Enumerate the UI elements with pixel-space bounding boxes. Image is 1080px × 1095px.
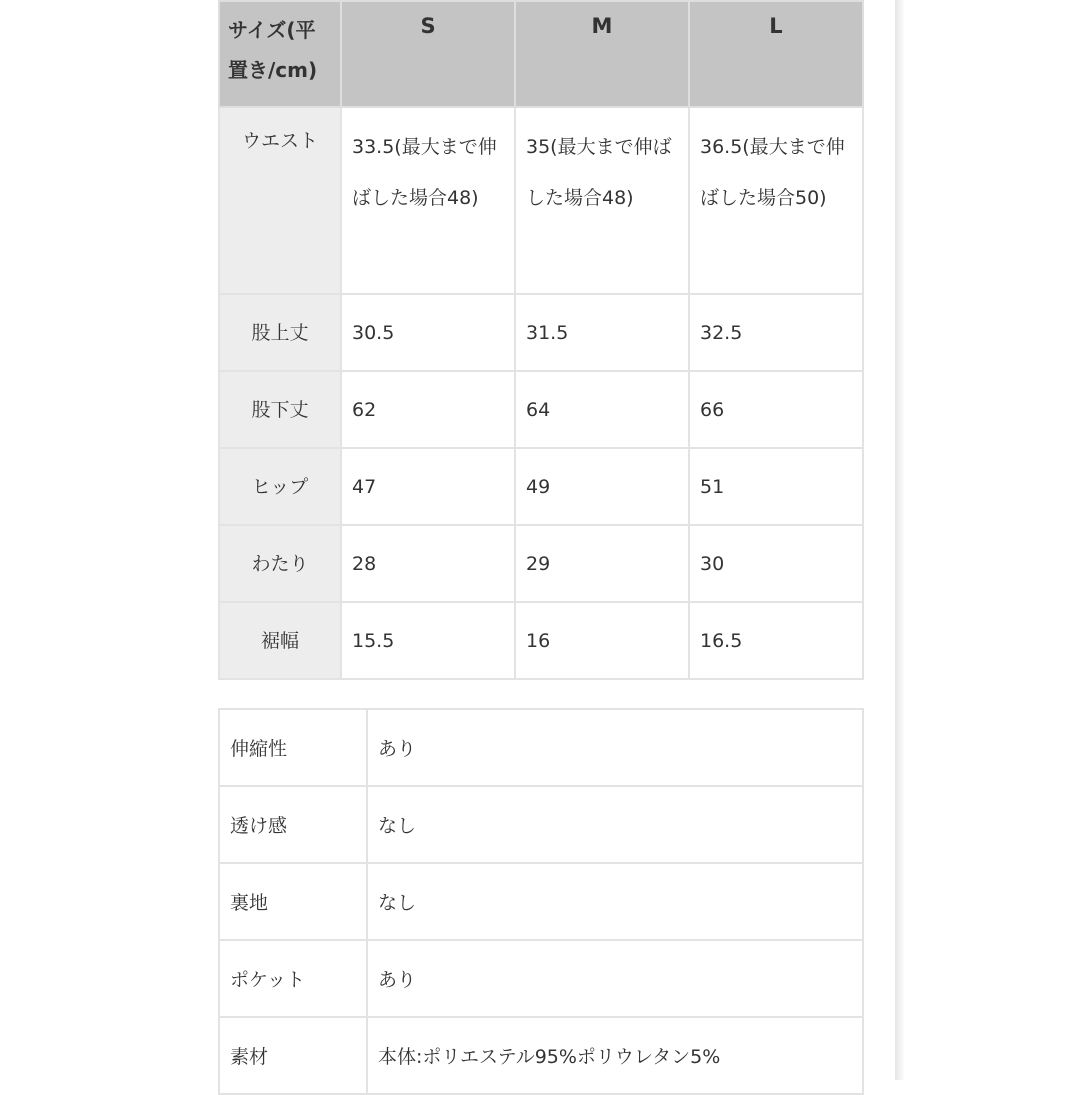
attr-value-material: 本体:ポリエステル95%ポリウレタン5% <box>367 1017 863 1094</box>
attribute-table <box>218 708 864 1095</box>
cell-thigh-m: 29 <box>515 525 689 602</box>
table-row <box>219 863 863 940</box>
table-row <box>219 1017 863 1094</box>
cell-waist-l: 36.5(最大まで伸ばした場合50) <box>689 107 863 294</box>
cell-inseam-s: 62 <box>341 371 515 448</box>
cell-hem-s: 15.5 <box>341 602 515 679</box>
table-row <box>219 786 863 863</box>
table-row <box>219 107 863 294</box>
cell-hip-m: 49 <box>515 448 689 525</box>
row-label-hem: 裾幅 <box>219 602 341 679</box>
attr-value-lining: なし <box>367 863 863 940</box>
size-corner-header: サイズ(平置き/cm) <box>219 1 341 107</box>
cell-thigh-l: 30 <box>689 525 863 602</box>
attr-label-lining: 裏地 <box>219 863 367 940</box>
size-header-m: M <box>515 1 689 107</box>
row-label-inseam: 股下丈 <box>219 371 341 448</box>
cell-rise-s: 30.5 <box>341 294 515 371</box>
cell-waist-m: 35(最大まで伸ばした場合48) <box>515 107 689 294</box>
cell-rise-l: 32.5 <box>689 294 863 371</box>
cell-hip-s: 47 <box>341 448 515 525</box>
cell-inseam-l: 66 <box>689 371 863 448</box>
table-row <box>219 602 863 679</box>
row-label-hip: ヒップ <box>219 448 341 525</box>
row-label-waist: ウエスト <box>219 107 341 294</box>
row-label-thigh: わたり <box>219 525 341 602</box>
cell-rise-m: 31.5 <box>515 294 689 371</box>
attr-label-material: 素材 <box>219 1017 367 1094</box>
attr-value-sheerness: なし <box>367 786 863 863</box>
attr-label-sheerness: 透け感 <box>219 786 367 863</box>
cell-thigh-s: 28 <box>341 525 515 602</box>
cell-hem-m: 16 <box>515 602 689 679</box>
size-table <box>218 0 864 680</box>
table-row <box>219 294 863 371</box>
cell-inseam-m: 64 <box>515 371 689 448</box>
cell-hip-l: 51 <box>689 448 863 525</box>
size-header-l: L <box>689 1 863 107</box>
table-row <box>219 940 863 1017</box>
attr-value-pocket: あり <box>367 940 863 1017</box>
attr-label-pocket: ポケット <box>219 940 367 1017</box>
table-row <box>219 525 863 602</box>
table-row <box>219 371 863 448</box>
scroll-edge-shadow <box>895 0 905 1080</box>
cell-hem-l: 16.5 <box>689 602 863 679</box>
attr-value-stretch: あり <box>367 709 863 786</box>
table-row <box>219 448 863 525</box>
size-header-s: S <box>341 1 515 107</box>
size-header-row <box>219 1 863 107</box>
table-row <box>219 709 863 786</box>
attr-label-stretch: 伸縮性 <box>219 709 367 786</box>
cell-waist-s: 33.5(最大まで伸ばした場合48) <box>341 107 515 294</box>
row-label-rise: 股上丈 <box>219 294 341 371</box>
